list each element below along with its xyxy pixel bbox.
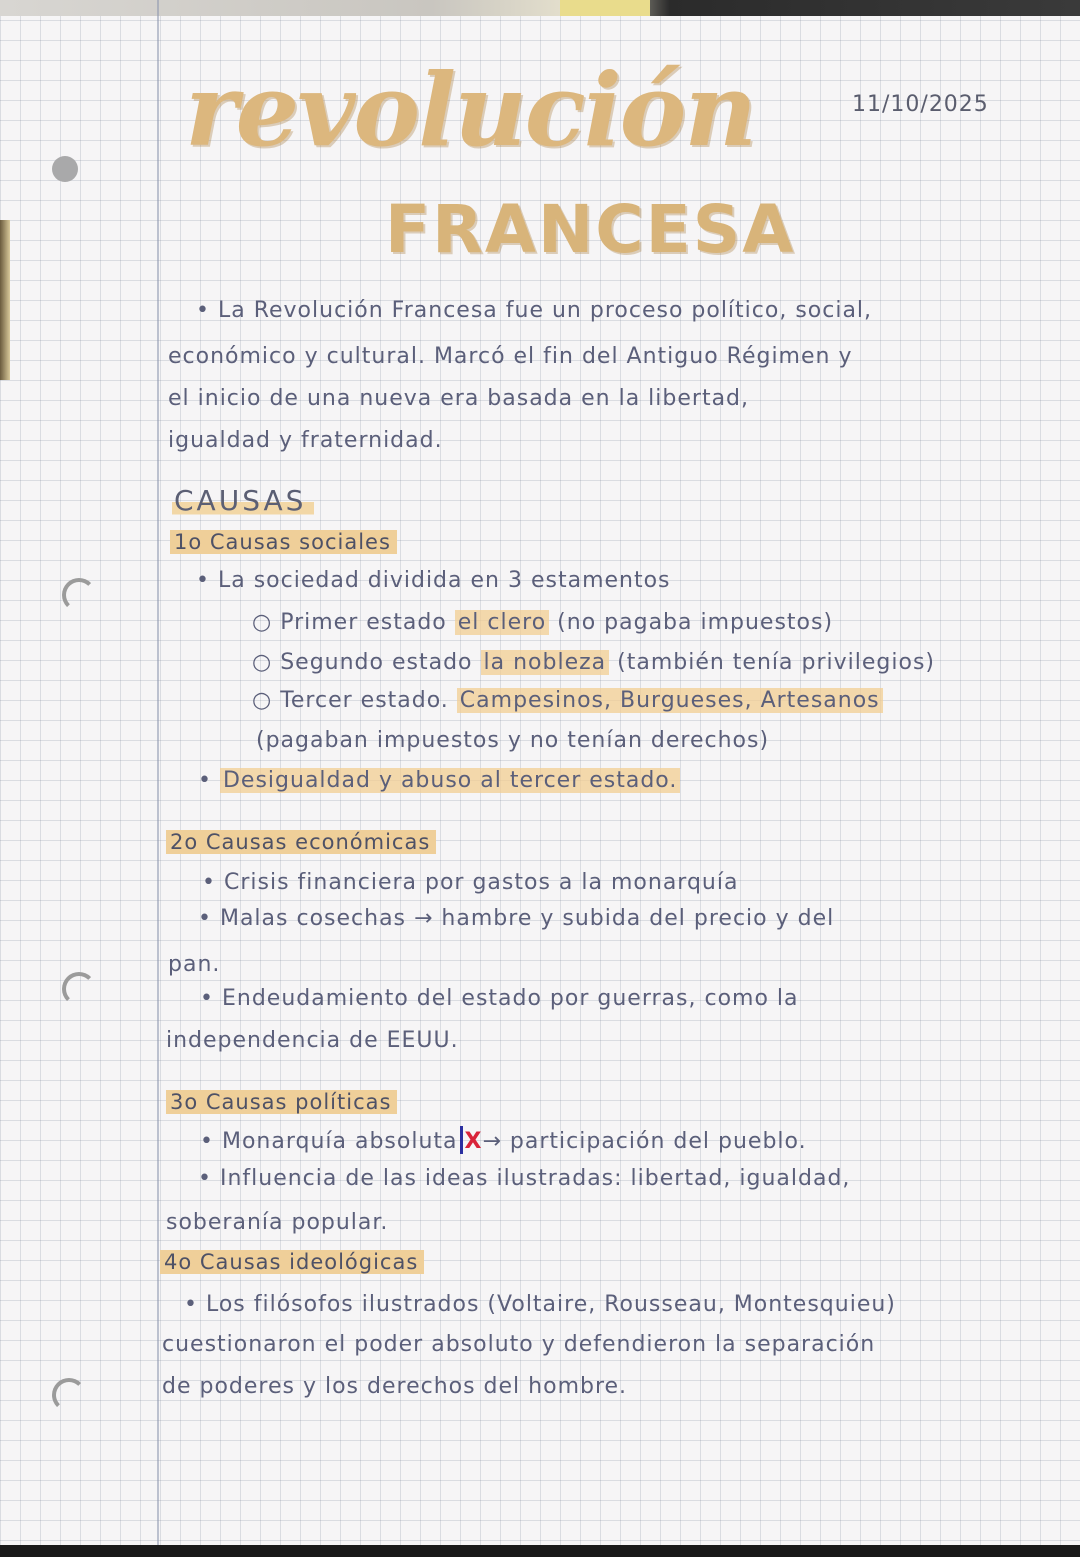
- economicas-line-3: • Endeudamiento del estado por guerras, como la: [200, 986, 799, 1011]
- desigualdad-highlight: Desigualdad y abuso al tercer estado.: [220, 768, 680, 793]
- section-title-sociales: 1o Causas sociales: [170, 530, 397, 554]
- title-line-2: FRANCESA: [385, 191, 796, 268]
- section-title-politicas: 3o Causas políticas: [166, 1090, 397, 1114]
- desigualdad-bullet: •: [198, 768, 212, 793]
- economicas-line-2: • Malas cosechas → hambre y subida del precio y del: [198, 906, 835, 931]
- tercer-estado-highlight: Campesinos, Burgueses, Artesanos: [457, 688, 883, 713]
- politicas-line-2: • Influencia de las ideas ilustradas: libertad, igualdad,: [198, 1166, 851, 1191]
- title-line-1: revolución: [185, 51, 756, 169]
- ideologicas-line-3: de poderes y los derechos del hombre.: [162, 1374, 628, 1399]
- segundo-estado-line: [252, 650, 935, 675]
- segundo-estado-note: (también tenía privilegios): [617, 650, 935, 675]
- ideologicas-line-2: cuestionaron el poder absoluto y defendieron la separación: [162, 1332, 876, 1357]
- segundo-estado-highlight: la nobleza: [481, 650, 610, 675]
- margin-line: [157, 0, 159, 1545]
- ideologicas-line-1: • Los filósofos ilustrados (Voltaire, Rousseau, Montesquieu): [184, 1292, 896, 1317]
- intro-line-1: • La Revolución Francesa fue un proceso político, social,: [196, 298, 873, 323]
- causas-heading: CAUSAS: [172, 484, 314, 517]
- intro-line-3: el inicio de una nueva era basada en la libertad,: [168, 386, 750, 411]
- intro-line-4: igualdad y fraternidad.: [168, 428, 443, 453]
- section-title-ideologicas: 4o Causas ideológicas: [160, 1250, 424, 1274]
- primer-estado-line: [252, 610, 833, 635]
- economicas-line-3b: independencia de EEUU.: [166, 1028, 459, 1053]
- intro-line-2: económico y cultural. Marcó el fin del Antiguo Régimen y: [168, 344, 853, 369]
- red-cross-mark: X: [464, 1129, 483, 1154]
- binder-hole-ring: [52, 1378, 86, 1412]
- economicas-line-1: • Crisis financiera por gastos a la monarquía: [202, 870, 739, 895]
- economicas-line-2b: pan.: [168, 952, 221, 977]
- politicas-line-1: [200, 1126, 807, 1154]
- tercer-estado-note: (pagaban impuestos y no tenían derechos): [256, 728, 770, 753]
- politicas-participacion: → participación del pueblo.: [482, 1129, 807, 1154]
- binder-edge: [0, 220, 10, 380]
- date: 11/10/2025: [852, 92, 989, 117]
- pen-mark: [460, 1126, 463, 1154]
- primer-estado-note: (no pagaba impuestos): [557, 610, 834, 635]
- segundo-estado-label: ○ Segundo estado: [252, 650, 473, 675]
- sociales-bullet: • La sociedad dividida en 3 estamentos: [196, 568, 671, 593]
- section-title-economicas: 2o Causas económicas: [166, 830, 436, 854]
- desigualdad-line: [198, 768, 680, 793]
- binder-hole: [52, 156, 78, 182]
- tercer-estado-line: [252, 688, 883, 713]
- politicas-line-2b: soberanía popular.: [166, 1210, 389, 1235]
- tercer-estado-label: ○ Tercer estado.: [252, 688, 449, 713]
- primer-estado-highlight: el clero: [455, 610, 549, 635]
- binder-hole-ring: [62, 578, 96, 612]
- primer-estado-label: ○ Primer estado: [252, 610, 447, 635]
- binder-hole-ring: [62, 972, 96, 1006]
- top-paper-edge: [0, 0, 1080, 16]
- politicas-monarquia: • Monarquía absoluta: [200, 1129, 458, 1154]
- yellow-sticky-edge: [560, 0, 650, 16]
